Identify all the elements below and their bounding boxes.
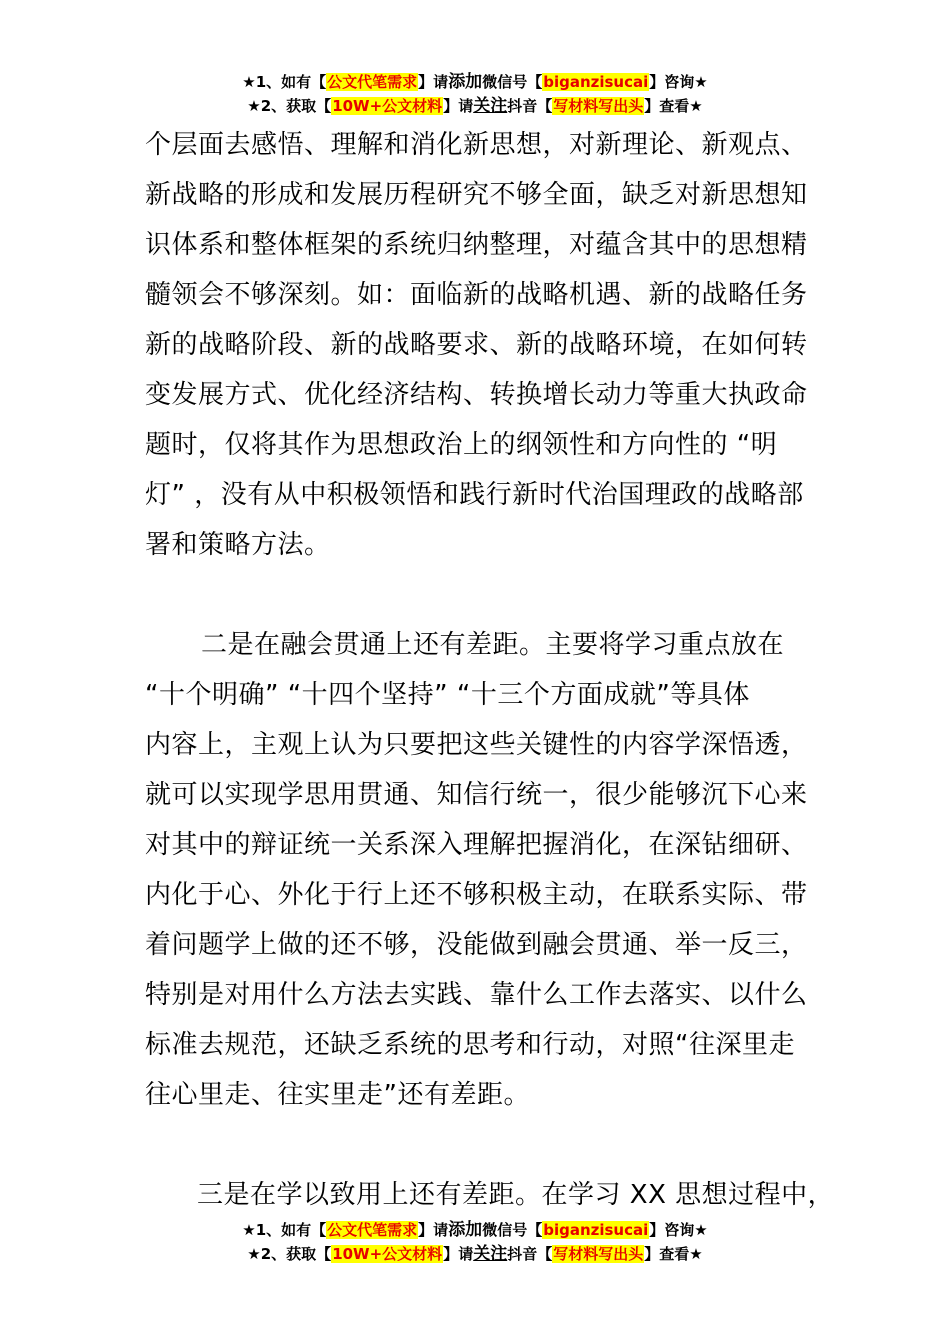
text-line: 识体系和整体框架的系统归纳整理，对蕴含其中的思想精	[145, 230, 808, 260]
star-icon: ★	[689, 1245, 703, 1263]
star-icon: ★	[242, 1221, 256, 1239]
highlight-text: 公文代笔需求	[327, 1221, 418, 1239]
star-icon: ★	[689, 97, 703, 115]
banner-text: 】请	[418, 73, 449, 91]
text-line: 内化于心、外化于行上还不够积极主动，在联系实际、带	[145, 880, 808, 910]
header-banner	[0, 70, 950, 118]
paragraph-heading-3: 三是在学以致用上还有差距。在学习 XX 思想过程中，	[197, 1180, 835, 1210]
banner-text: 2、获取【	[260, 97, 332, 115]
banner-text: 微信号【	[482, 73, 543, 91]
banner-emphasis: 关注	[473, 96, 508, 116]
banner-text: 】请	[418, 1221, 449, 1239]
text-line: 特别是对用什么方法去实践、靠什么工作去落实、以什么	[145, 980, 808, 1010]
text-line: 标准去规范，还缺乏系统的思考和行动，对照“往深里走	[145, 1030, 795, 1060]
text-line: 就可以实现学思用贯通、知信行统一，很少能够沉下心来	[145, 780, 808, 810]
text-line: 往心里走、往实里走”还有差距。	[145, 1080, 530, 1110]
banner-text: 】请	[443, 1245, 474, 1263]
banner-line-1	[0, 1218, 950, 1242]
text-line: 髓领会不够深刻。如：面临新的战略机遇、新的战略任务	[145, 280, 808, 310]
star-icon: ★	[247, 1245, 261, 1263]
text-line: 题时，仅将其作为思想政治上的纲领性和方向性的 “明	[145, 430, 778, 460]
highlight-text: 10W+公文材料	[332, 1245, 443, 1263]
banner-emphasis: 关注	[473, 1244, 508, 1264]
text-line: “十个明确” “十四个坚持” “十三个方面成就”等具体	[145, 680, 750, 710]
banner-text: 】咨询	[649, 1221, 695, 1239]
banner-text: 抖音【	[507, 97, 553, 115]
footer-banner	[0, 1218, 950, 1266]
star-icon: ★	[694, 1221, 708, 1239]
highlight-text: 公文代笔需求	[327, 73, 418, 91]
banner-emphasis: 添加	[448, 72, 483, 92]
text-line: 内容上，主观上认为只要把这些关键性的内容学深悟透，	[145, 730, 808, 760]
banner-text: 1、如有【	[255, 1221, 327, 1239]
text-line: 新战略的形成和发展历程研究不够全面，缺乏对新思想知	[145, 180, 808, 210]
star-icon: ★	[694, 73, 708, 91]
blank-line	[145, 570, 815, 620]
wechat-id: biganzisucai	[543, 73, 649, 91]
banner-line-2	[0, 1242, 950, 1266]
text-line: 新的战略阶段、新的战略要求、新的战略环境，在如何转	[145, 330, 808, 360]
banner-text: 1、如有【	[255, 73, 327, 91]
blank-line	[145, 1120, 815, 1170]
banner-text: 】查看	[644, 1245, 690, 1263]
text-line: 变发展方式、优化经济结构、转换增长动力等重大执政命	[145, 380, 808, 410]
banner-text: 微信号【	[482, 1221, 543, 1239]
text-line: 灯” ，没有从中积极领悟和践行新时代治国理政的战略部	[145, 480, 804, 510]
star-icon: ★	[242, 73, 256, 91]
banner-emphasis: 添加	[448, 1220, 483, 1240]
star-icon: ★	[247, 97, 261, 115]
text-line: 对其中的辩证统一关系深入理解把握消化，在深钻细研、	[145, 830, 808, 860]
wechat-id: biganzisucai	[543, 1221, 649, 1239]
banner-text: 抖音【	[507, 1245, 553, 1263]
text-line: 署和策略方法。	[145, 530, 331, 560]
banner-line-2	[0, 94, 950, 118]
text-line: 着问题学上做的还不够，没能做到融会贯通、举一反三，	[145, 930, 808, 960]
douyin-id: 写材料写出头	[553, 97, 644, 115]
banner-text: 】请	[443, 97, 474, 115]
banner-text: 2、获取【	[260, 1245, 332, 1263]
banner-text: 】查看	[644, 97, 690, 115]
douyin-id: 写材料写出头	[553, 1245, 644, 1263]
highlight-text: 10W+公文材料	[332, 97, 443, 115]
text-line: 个层面去感悟、理解和消化新思想，对新理论、新观点、	[145, 130, 808, 160]
document-body	[145, 120, 835, 1220]
banner-text: 】咨询	[649, 73, 695, 91]
banner-line-1	[0, 70, 950, 94]
paragraph-heading-2: 二是在融会贯通上还有差距。主要将学习重点放在	[201, 630, 785, 660]
